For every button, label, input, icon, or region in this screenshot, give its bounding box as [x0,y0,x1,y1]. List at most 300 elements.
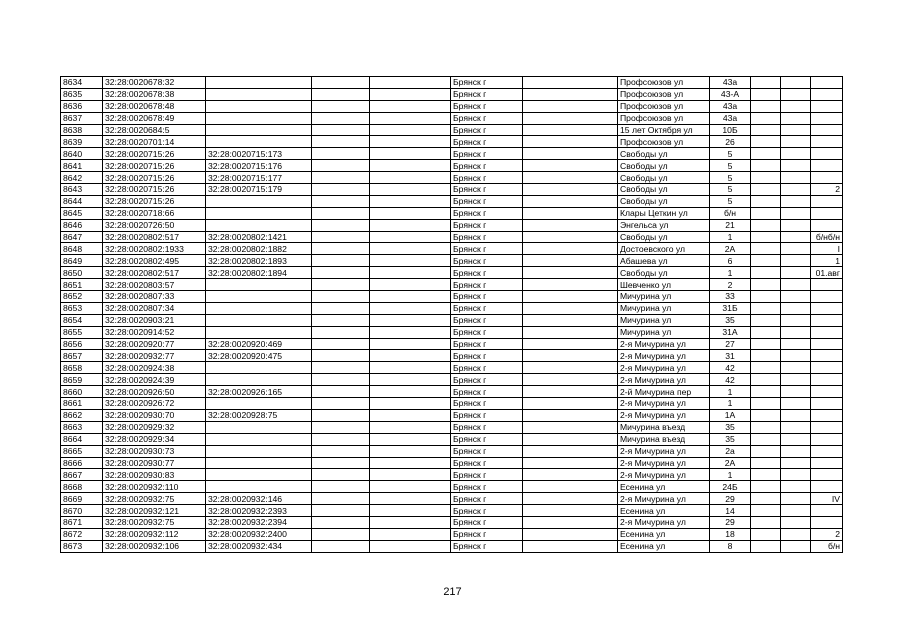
cell-col-4 [312,374,370,386]
cell-col-5 [370,100,451,112]
cell-col-11 [781,386,811,398]
cell-col-11 [781,77,811,89]
cell-house-number: 5 [710,148,751,160]
cell-col-5 [370,374,451,386]
cell-col-11 [781,136,811,148]
cell-col-7 [523,279,618,291]
cell-street: 2-я Мичурина ул [618,469,710,481]
cell-col-10 [751,457,781,469]
cell-city: Брянск г [451,540,523,552]
cell-col-4 [312,302,370,314]
cell-premises-number [206,77,312,89]
cell-col-11 [781,433,811,445]
cell-house-number: 2 [710,279,751,291]
cell-city: Брянск г [451,148,523,160]
cell-col-11 [781,148,811,160]
cell-apartment [811,302,843,314]
cell-cadastral-number: 32:28:0020726:50 [103,219,206,231]
cell-col-7 [523,528,618,540]
cell-premises-number [206,469,312,481]
table-row [61,100,843,112]
cell-col-4 [312,243,370,255]
cell-street: 2-й Мичурина пер [618,386,710,398]
cell-premises-number: 32:28:0020932:2393 [206,505,312,517]
table-row [61,77,843,89]
cell-apartment [811,338,843,350]
cell-premises-number [206,136,312,148]
cell-col-7 [523,207,618,219]
cell-col-5 [370,207,451,219]
cell-city: Брянск г [451,231,523,243]
cell-premises-number: 32:28:0020932:434 [206,540,312,552]
cell-cadastral-number: 32:28:0020926:72 [103,398,206,410]
cell-city: Брянск г [451,516,523,528]
cell-row-number: 8648 [61,243,103,255]
cell-city: Брянск г [451,172,523,184]
cell-row-number: 8639 [61,136,103,148]
cell-apartment [811,457,843,469]
cell-house-number: 35 [710,433,751,445]
cell-col-11 [781,302,811,314]
cell-street: 2-я Мичурина ул [618,338,710,350]
cell-cadastral-number: 32:28:0020802:1933 [103,243,206,255]
cell-apartment: IV [811,493,843,505]
cell-col-10 [751,516,781,528]
cell-house-number: 42 [710,374,751,386]
cell-house-number: 8 [710,540,751,552]
cell-city: Брянск г [451,88,523,100]
cell-col-7 [523,267,618,279]
cell-row-number: 8660 [61,386,103,398]
cell-city: Брянск г [451,184,523,196]
cell-apartment [811,279,843,291]
cell-col-5 [370,112,451,124]
cell-street: 2-я Мичурина ул [618,457,710,469]
cell-col-7 [523,172,618,184]
cell-col-4 [312,314,370,326]
cell-col-11 [781,160,811,172]
cell-apartment [811,112,843,124]
cell-cadastral-number: 32:28:0020929:34 [103,433,206,445]
cell-row-number: 8657 [61,350,103,362]
cell-col-4 [312,231,370,243]
cell-row-number: 8663 [61,421,103,433]
cell-cadastral-number: 32:28:0020926:50 [103,386,206,398]
cell-apartment [811,195,843,207]
cell-col-10 [751,433,781,445]
cell-col-10 [751,207,781,219]
cell-house-number: 2А [710,457,751,469]
table-row [61,255,843,267]
cell-col-11 [781,255,811,267]
cell-col-7 [523,409,618,421]
cell-cadastral-number: 32:28:0020920:77 [103,338,206,350]
cell-col-10 [751,219,781,231]
cell-col-11 [781,314,811,326]
cell-col-10 [751,291,781,303]
cell-col-7 [523,136,618,148]
cell-street: Свободы ул [618,148,710,160]
cell-city: Брянск г [451,374,523,386]
cell-apartment: 1 [811,255,843,267]
cell-col-10 [751,493,781,505]
cell-col-11 [781,291,811,303]
cell-col-5 [370,493,451,505]
cell-col-7 [523,433,618,445]
cell-col-4 [312,386,370,398]
cell-col-4 [312,148,370,160]
cell-apartment [811,124,843,136]
cell-col-10 [751,350,781,362]
cell-premises-number: 32:28:0020928:75 [206,409,312,421]
cell-street: Есенина ул [618,505,710,517]
cell-cadastral-number: 32:28:0020930:77 [103,457,206,469]
cell-premises-number: 32:28:0020920:469 [206,338,312,350]
cell-city: Брянск г [451,291,523,303]
cell-row-number: 8656 [61,338,103,350]
cell-cadastral-number: 32:28:0020678:48 [103,100,206,112]
cell-col-7 [523,326,618,338]
table-row [61,362,843,374]
cell-row-number: 8651 [61,279,103,291]
cell-street: Свободы ул [618,231,710,243]
cell-street: Профсоюзов ул [618,88,710,100]
cell-street: Профсоюзов ул [618,136,710,148]
cell-apartment [811,291,843,303]
cell-street: Свободы ул [618,184,710,196]
cell-row-number: 8668 [61,481,103,493]
cell-premises-number [206,279,312,291]
cell-col-5 [370,421,451,433]
cell-cadastral-number: 32:28:0020802:517 [103,267,206,279]
cell-cadastral-number: 32:28:0020678:49 [103,112,206,124]
cell-col-7 [523,505,618,517]
table-row [61,469,843,481]
cell-apartment [811,100,843,112]
cell-cadastral-number: 32:28:0020701:14 [103,136,206,148]
table-row [61,445,843,457]
cell-col-7 [523,255,618,267]
cell-row-number: 8641 [61,160,103,172]
cell-apartment: б/нб/н [811,231,843,243]
cell-house-number: 10Б [710,124,751,136]
cell-col-10 [751,279,781,291]
table-row [61,291,843,303]
cell-col-11 [781,184,811,196]
cell-cadastral-number: 32:28:0020932:77 [103,350,206,362]
cell-row-number: 8673 [61,540,103,552]
cell-premises-number [206,302,312,314]
cell-row-number: 8637 [61,112,103,124]
cell-col-10 [751,100,781,112]
cell-city: Брянск г [451,481,523,493]
cell-col-4 [312,540,370,552]
cell-city: Брянск г [451,100,523,112]
cell-premises-number: 32:28:0020926:165 [206,386,312,398]
cell-col-11 [781,112,811,124]
cell-apartment [811,445,843,457]
table-row [61,207,843,219]
cell-city: Брянск г [451,77,523,89]
cell-house-number: 5 [710,172,751,184]
cell-row-number: 8646 [61,219,103,231]
cell-cadastral-number: 32:28:0020914:52 [103,326,206,338]
cell-apartment: 2 [811,528,843,540]
cell-col-5 [370,469,451,481]
cell-col-5 [370,184,451,196]
cell-col-7 [523,88,618,100]
cell-col-7 [523,469,618,481]
cell-apartment: б/н [811,540,843,552]
cell-street: Профсоюзов ул [618,112,710,124]
cell-cadastral-number: 32:28:0020715:26 [103,184,206,196]
cell-city: Брянск г [451,469,523,481]
cell-col-11 [781,350,811,362]
cell-city: Брянск г [451,338,523,350]
cell-col-4 [312,255,370,267]
cell-city: Брянск г [451,136,523,148]
cell-col-7 [523,386,618,398]
cell-premises-number [206,457,312,469]
cell-premises-number [206,112,312,124]
cell-house-number: 6 [710,255,751,267]
cell-col-5 [370,481,451,493]
cell-city: Брянск г [451,445,523,457]
cell-col-10 [751,302,781,314]
cell-col-4 [312,350,370,362]
cell-street: 15 лет Октября ул [618,124,710,136]
cell-row-number: 8647 [61,231,103,243]
cell-city: Брянск г [451,124,523,136]
cell-cadastral-number: 32:28:0020715:26 [103,195,206,207]
cell-apartment [811,314,843,326]
cell-cadastral-number: 32:28:0020932:121 [103,505,206,517]
cell-row-number: 8640 [61,148,103,160]
cell-street: Мичурина ул [618,326,710,338]
table-row [61,433,843,445]
cell-city: Брянск г [451,409,523,421]
cell-premises-number [206,124,312,136]
cell-col-10 [751,243,781,255]
cell-premises-number: 32:28:0020715:177 [206,172,312,184]
cell-house-number: 29 [710,516,751,528]
cell-col-11 [781,469,811,481]
cell-street: Есенина ул [618,481,710,493]
cell-street: Профсоюзов ул [618,100,710,112]
cell-street: Мичурина въезд [618,421,710,433]
cell-street: Абашева ул [618,255,710,267]
cell-col-10 [751,445,781,457]
cell-street: 2-я Мичурина ул [618,350,710,362]
cell-premises-number: 32:28:0020920:475 [206,350,312,362]
cell-row-number: 8659 [61,374,103,386]
cell-cadastral-number: 32:28:0020802:495 [103,255,206,267]
cell-house-number: б/н [710,207,751,219]
cell-apartment [811,433,843,445]
table-row [61,172,843,184]
cell-city: Брянск г [451,350,523,362]
cell-house-number: 33 [710,291,751,303]
cell-col-4 [312,409,370,421]
cell-col-7 [523,124,618,136]
cell-col-5 [370,445,451,457]
cell-row-number: 8645 [61,207,103,219]
cell-col-7 [523,184,618,196]
cell-col-10 [751,267,781,279]
cell-col-10 [751,338,781,350]
cell-city: Брянск г [451,255,523,267]
table-row [61,528,843,540]
cell-apartment [811,362,843,374]
cell-col-10 [751,124,781,136]
cell-col-4 [312,112,370,124]
cell-city: Брянск г [451,207,523,219]
cell-col-11 [781,267,811,279]
cell-col-11 [781,207,811,219]
cell-street: 2-я Мичурина ул [618,516,710,528]
cell-cadastral-number: 32:28:0020924:38 [103,362,206,374]
cell-premises-number [206,398,312,410]
cell-col-4 [312,528,370,540]
cell-cadastral-number: 32:28:0020718:66 [103,207,206,219]
cell-col-4 [312,172,370,184]
cell-house-number: 18 [710,528,751,540]
cell-house-number: 29 [710,493,751,505]
cell-premises-number: 32:28:0020802:1882 [206,243,312,255]
cell-house-number: 43-А [710,88,751,100]
cell-house-number: 43а [710,112,751,124]
cell-col-4 [312,267,370,279]
cell-cadastral-number: 32:28:0020924:39 [103,374,206,386]
cell-house-number: 43а [710,100,751,112]
cell-col-7 [523,421,618,433]
cell-col-7 [523,148,618,160]
cell-house-number: 1А [710,409,751,421]
cell-col-7 [523,231,618,243]
cell-col-10 [751,326,781,338]
cell-col-11 [781,398,811,410]
cell-col-4 [312,77,370,89]
cell-street: Мичурина ул [618,291,710,303]
cell-apartment [811,172,843,184]
cell-col-11 [781,338,811,350]
cell-cadastral-number: 32:28:0020932:106 [103,540,206,552]
cell-col-11 [781,231,811,243]
cell-street: Энгельса ул [618,219,710,231]
cell-premises-number [206,421,312,433]
cell-col-4 [312,124,370,136]
cell-apartment [811,136,843,148]
cell-house-number: 5 [710,184,751,196]
cell-col-7 [523,314,618,326]
cell-col-10 [751,386,781,398]
cell-apartment [811,219,843,231]
cell-street: Шевченко ул [618,279,710,291]
cell-cadastral-number: 32:28:0020932:112 [103,528,206,540]
cell-col-5 [370,302,451,314]
cell-col-7 [523,77,618,89]
cell-row-number: 8658 [61,362,103,374]
cell-col-10 [751,421,781,433]
cell-premises-number: 32:28:0020802:1421 [206,231,312,243]
cell-street: Свободы ул [618,267,710,279]
cell-col-7 [523,291,618,303]
table-row [61,184,843,196]
page-number: 217 [443,586,462,598]
registry-table [60,76,843,553]
table-row [61,481,843,493]
cell-street: 2-я Мичурина ул [618,398,710,410]
cell-col-4 [312,445,370,457]
cell-col-11 [781,362,811,374]
cell-premises-number: 32:28:0020802:1893 [206,255,312,267]
cell-col-10 [751,184,781,196]
cell-apartment [811,374,843,386]
cell-house-number: 14 [710,505,751,517]
table-row [61,326,843,338]
cell-apartment: I [811,243,843,255]
table-row [61,124,843,136]
cell-apartment [811,516,843,528]
cell-col-4 [312,291,370,303]
cell-premises-number [206,88,312,100]
cell-premises-number: 32:28:0020932:2400 [206,528,312,540]
cell-row-number: 8665 [61,445,103,457]
cell-cadastral-number: 32:28:0020929:32 [103,421,206,433]
cell-street: Есенина ул [618,528,710,540]
cell-col-11 [781,124,811,136]
cell-row-number: 8644 [61,195,103,207]
cell-cadastral-number: 32:28:0020807:34 [103,302,206,314]
cell-premises-number: 32:28:0020715:179 [206,184,312,196]
cell-apartment: 2 [811,184,843,196]
cell-col-5 [370,136,451,148]
cell-row-number: 8670 [61,505,103,517]
cell-col-7 [523,398,618,410]
cell-cadastral-number: 32:28:0020715:26 [103,172,206,184]
cell-col-7 [523,540,618,552]
cell-apartment [811,350,843,362]
table-row [61,243,843,255]
cell-col-5 [370,77,451,89]
cell-street: 2-я Мичурина ул [618,374,710,386]
cell-house-number: 21 [710,219,751,231]
cell-row-number: 8649 [61,255,103,267]
cell-city: Брянск г [451,457,523,469]
cell-city: Брянск г [451,505,523,517]
cell-premises-number [206,100,312,112]
cell-house-number: 31 [710,350,751,362]
cell-row-number: 8667 [61,469,103,481]
cell-cadastral-number: 32:28:0020715:26 [103,148,206,160]
cell-row-number: 8662 [61,409,103,421]
cell-cadastral-number: 32:28:0020932:75 [103,516,206,528]
cell-house-number: 31Б [710,302,751,314]
cell-col-5 [370,398,451,410]
cell-col-4 [312,338,370,350]
table-row [61,88,843,100]
cell-col-7 [523,516,618,528]
cell-col-10 [751,255,781,267]
cell-col-10 [751,528,781,540]
cell-col-11 [781,195,811,207]
table-row [61,267,843,279]
cell-row-number: 8664 [61,433,103,445]
cell-street: Достоевского ул [618,243,710,255]
cell-row-number: 8635 [61,88,103,100]
cell-col-7 [523,338,618,350]
cell-apartment [811,469,843,481]
